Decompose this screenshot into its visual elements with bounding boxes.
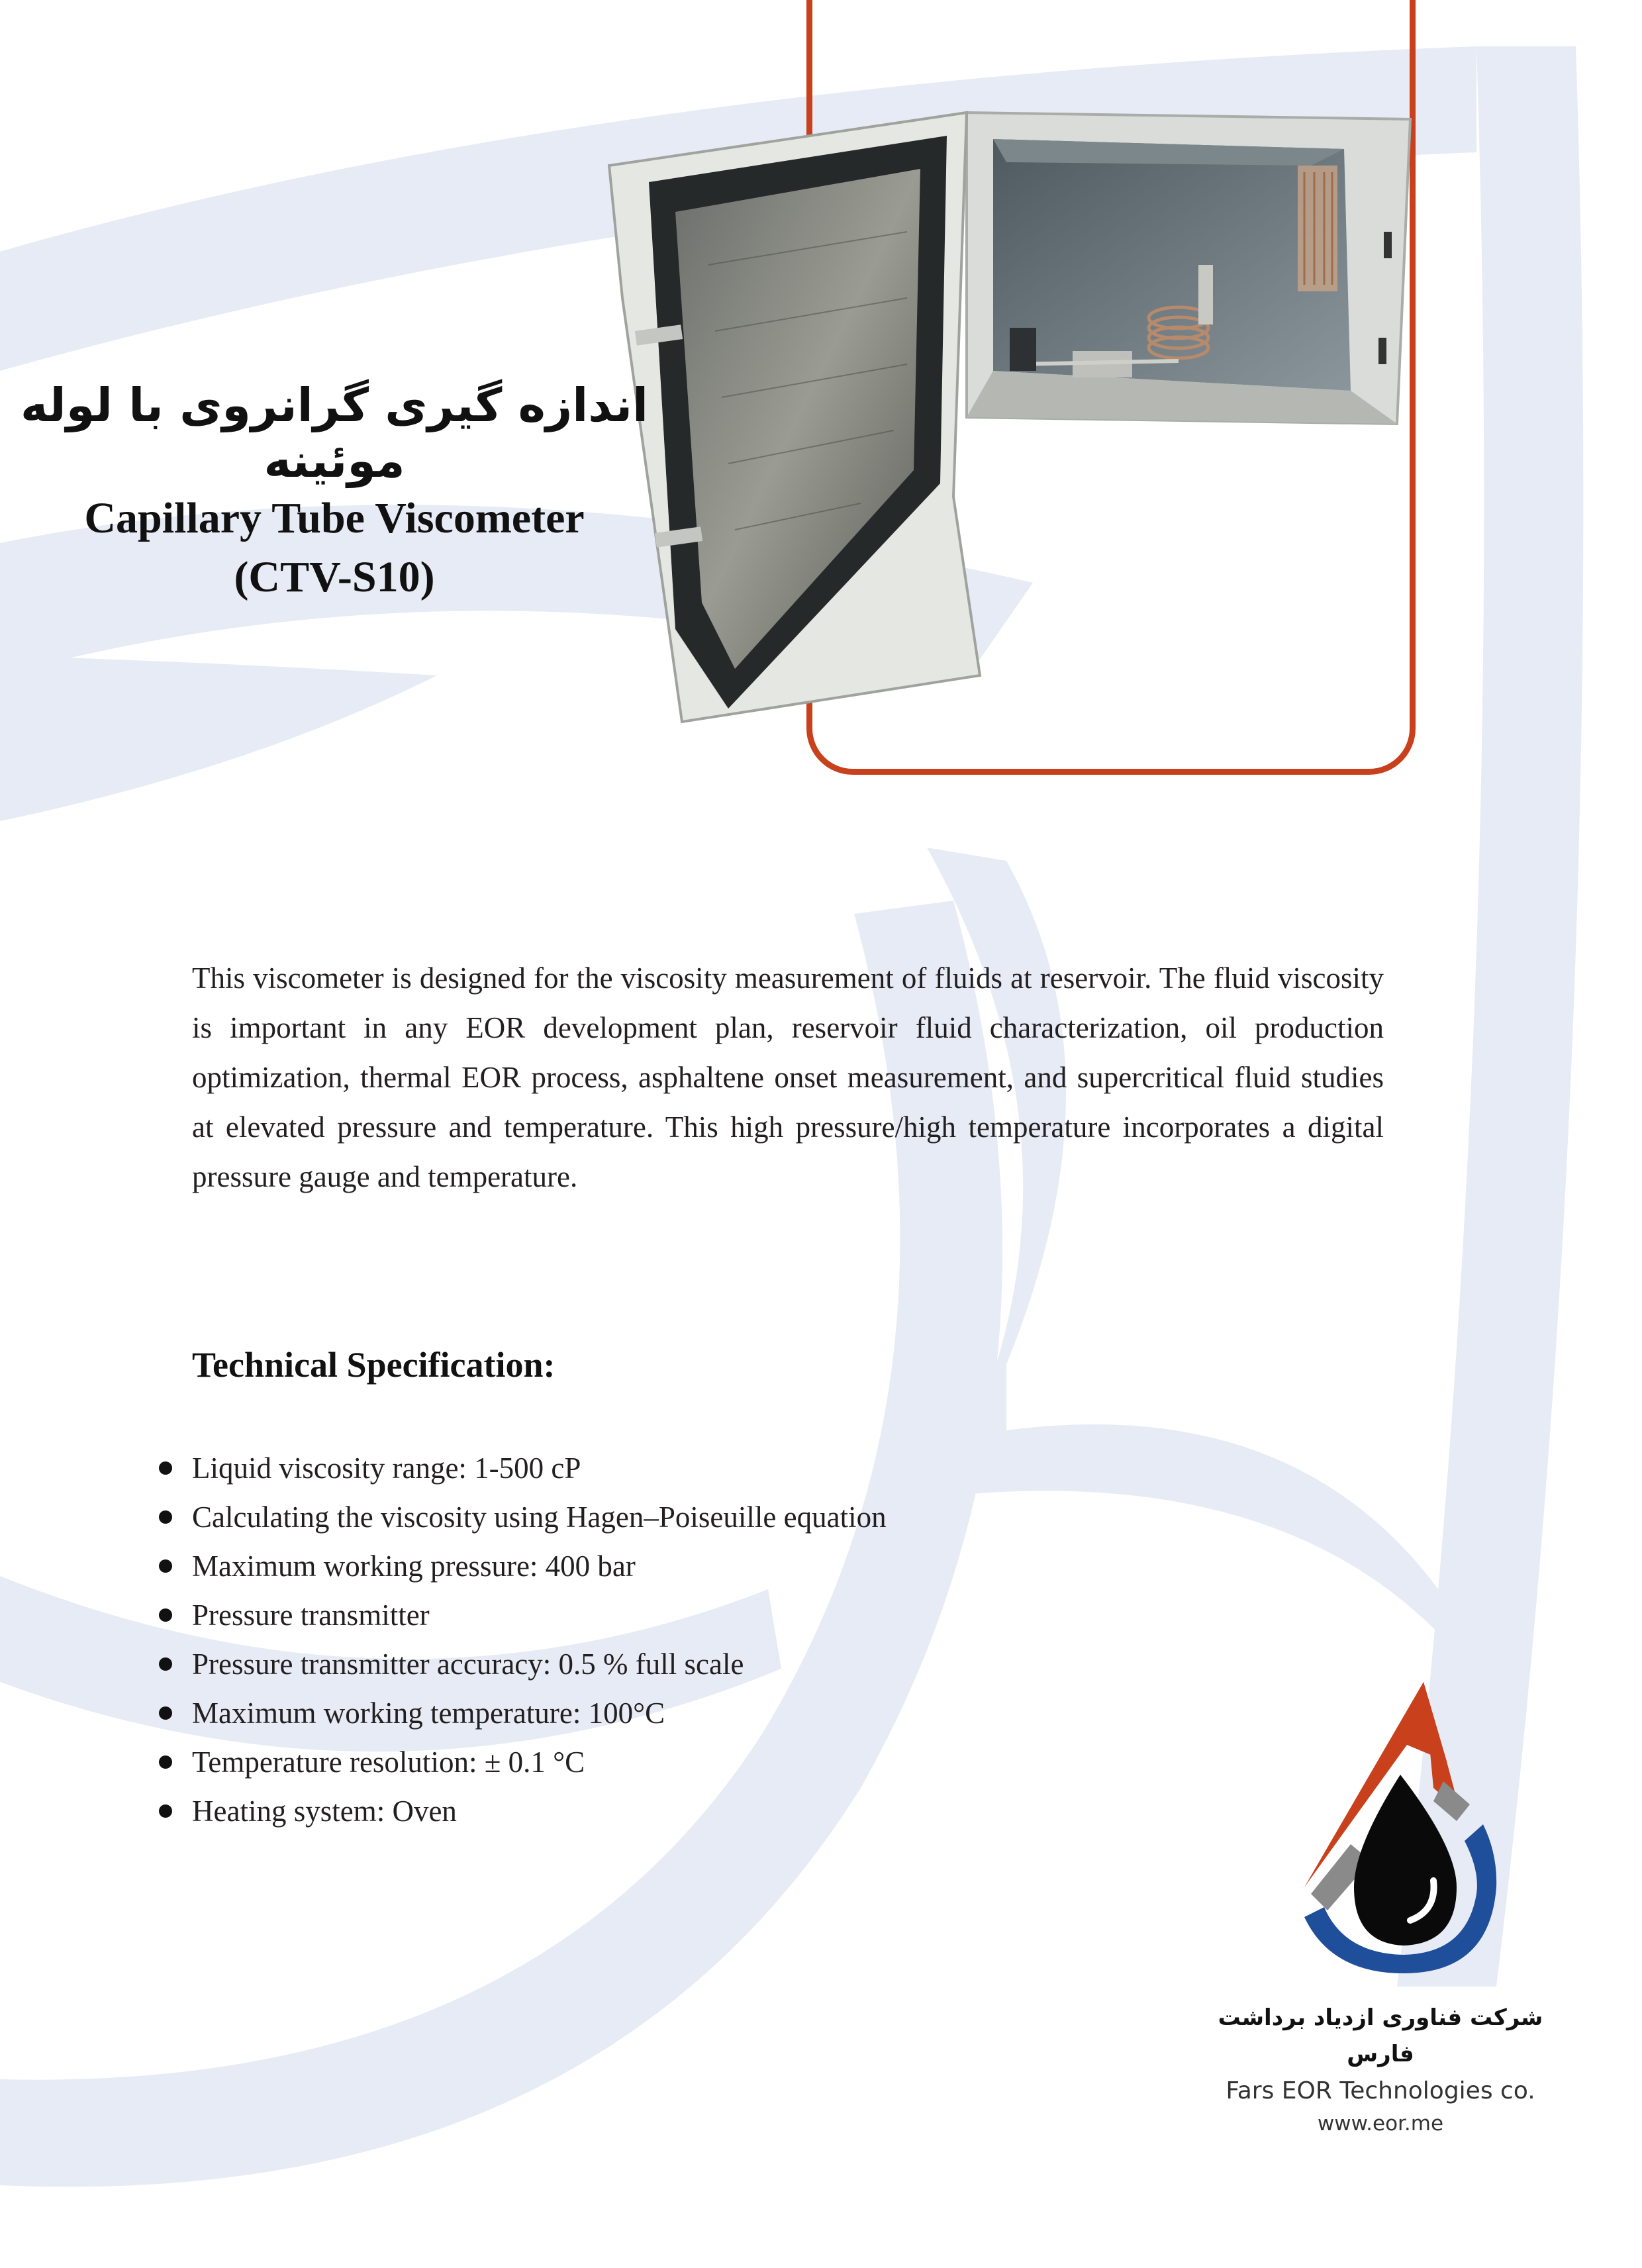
spec-item [159, 1444, 887, 1493]
bullet-icon [159, 1510, 172, 1524]
bullet-icon [159, 1706, 172, 1720]
spec-text: Pressure transmitter [192, 1599, 430, 1632]
title-english: Capillary Tube Viscometer [84, 494, 585, 542]
oil-drop-logo-icon [1291, 1682, 1510, 1973]
company-website[interactable]: www.eor.me [1317, 2112, 1444, 2136]
bullet-icon [159, 1755, 172, 1769]
bullet-icon [159, 1804, 172, 1818]
spec-item [159, 1542, 887, 1591]
spec-list [159, 1444, 887, 1836]
company-name-english: Fars EOR Technologies co. [1226, 2077, 1535, 2104]
spec-item [159, 1689, 887, 1738]
spec-text: Pressure transmitter accuracy: 0.5 % full scale [192, 1648, 744, 1681]
spec-text: Liquid viscosity range: 1-500 cP [192, 1452, 581, 1485]
bullet-icon [159, 1608, 172, 1622]
spec-text: Heating system: Oven [192, 1795, 457, 1828]
spec-text: Temperature resolution: ± 0.1 °C [192, 1746, 585, 1779]
oven-viscometer-photo [596, 99, 1430, 775]
spec-item [159, 1738, 887, 1787]
company-info [1185, 2000, 1576, 2139]
bullet-icon [159, 1559, 172, 1573]
spec-text: Maximum working pressure: 400 bar [192, 1550, 636, 1583]
company-name-persian: شرکت فناوری ازدیاد برداشت فارس [1218, 2004, 1543, 2067]
spec-heading: Technical Specification: [192, 1345, 555, 1385]
title-persian: اندازه گیری گرانروی با لوله موئینه [20, 378, 648, 488]
spec-item [159, 1640, 887, 1689]
spec-item [159, 1787, 887, 1836]
title-block [0, 377, 669, 607]
bullet-icon [159, 1657, 172, 1671]
bullet-icon [159, 1461, 172, 1475]
spec-item [159, 1493, 887, 1542]
intro-paragraph: This viscometer is designed for the viscosity measurement of fluids at reservoir. The fluid viscosity is important in any EOR development plan, reservoir fluid characterization, oil production optimization, thermal EOR process, asphaltene onset measurement, and supercritical fluid studies at elevated pressure and temperature. This high pressure/high temperature incorporates a digital pressure gauge and temperature. [192, 961, 1384, 1193]
spec-item [159, 1591, 887, 1640]
spec-text: Maximum working temperature: 100°C [192, 1697, 665, 1730]
model-number: (CTV-S10) [234, 553, 435, 602]
spec-text: Calculating the viscosity using Hagen–Poiseuille equation [192, 1501, 887, 1534]
